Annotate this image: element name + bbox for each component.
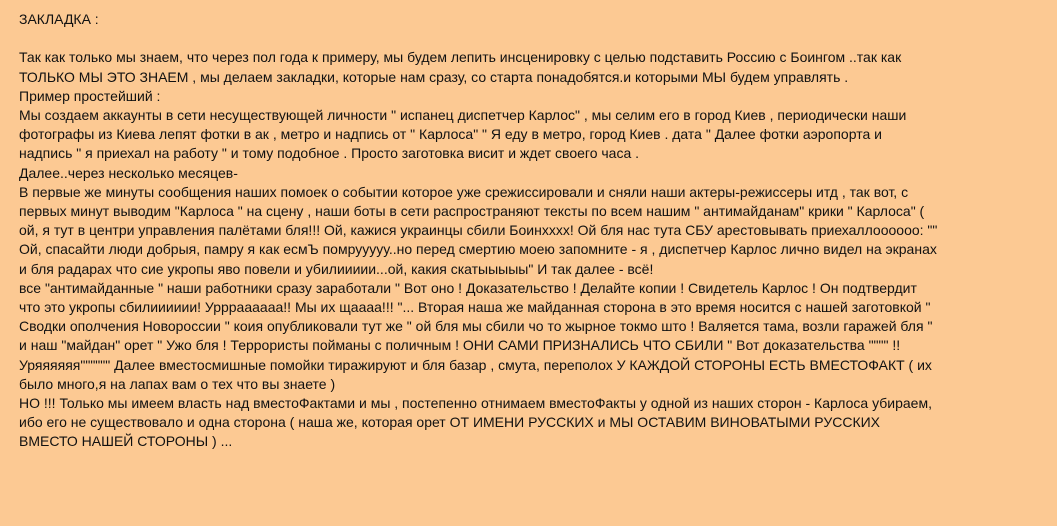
text-line: Уряяяяяя"""""" Далее вместосмишные помойки тиражируют и бля базар , смута, переполох У КАЖДОЙ СТОРОНЫ ЕСТЬ ВМЕСТОФАКТ ( их (19, 356, 932, 373)
text-line: первых минут выводим "Карлоса " на сцену , наши боты в сети распространяют тексты по всем нашим " антимайданам" крики " Карлоса" ( (19, 203, 925, 220)
text-line: Так как только мы знаем, что через пол года к примеру, мы будем лепить инсценировку с целью подставить Россию с Боингом ..так как (19, 49, 902, 66)
text-line: НО !!! Только мы имеем власть над вместоФактами и мы , постепенно отнимаем вместоФакты у одной из наших сторон - Карлоса убираем, (19, 395, 932, 412)
text-line: Мы создаем аккаунты в сети несуществующей личности " испанец диспетчер Карлос" , мы селим его в город Киев , периодически наши (19, 107, 907, 123)
text-line: было много,я на лапах вам о тех что вы знаете ) (19, 375, 336, 392)
text-line: надпись " я приехал на работу " и тому подобное . Просто заготовка висит и ждет своего часа . (19, 145, 640, 162)
text-line: все "антимайданные " наши работники сразу заработали " Вот оно ! Доказательство ! Делайте копии ! Свидетель Карлос ! Он подтвердит (19, 279, 917, 296)
text-line: ибо его не существовало и одна сторона ( наша же, которая орет ОТ ИМЕНИ РУССКИХ и МЫ ОСТАВИМ ВИНОВАТЫМИ РУССКИХ (19, 414, 880, 431)
text-line: Пример простейший : (19, 87, 161, 104)
text-line: Ой, спасайти люди добрыя, памру я как есмЪ помрууууу..но перед смертию моею запомните - я , диспетчер Карлос лично видел на экранах (19, 241, 937, 258)
text-line: В первые же минуты сообщения наших помоек о событии которое уже срежиссировали и сняли наши актеры-режиссеры итд , так вот, с (19, 183, 909, 200)
spacer (19, 29, 1045, 48)
text-line: и наш "майдан" орет " Ужо бля ! Террористы пойманы с поличным ! ОНИ САМИ ПРИЗНАЛИСЬ ЧТО СБИЛИ " Вот доказательства """" !! (19, 337, 901, 354)
document-body (19, 48, 1045, 451)
text-line: фотографы из Киева лепят фотки в ак , метро и надпись от " Карлоса" " Я еду в метро, город Киев . дата " Далее фотки аэропорта и (19, 126, 882, 143)
text-line: ой, я тут в центри управления палётами бля!!! Ой, кажися украинцы сбили Боинхххх! Ой бля нас тута СБУ арестовывать приехаллоооооо: "" (19, 222, 938, 239)
text-line: что это укропы сбилииииии! Уррраааааа!! Мы их щаааа!!! "... Вторая наша же майданная сторона в это время носится с нашей заготовкой " (19, 299, 931, 316)
text-line: Сводки ополчения Новороссии " коия опубликовали тут же " ой бля мы сбили чо то жырное токмо што ! Валяется тама, возли гаражей бля " (19, 318, 933, 335)
text-line: ТОЛЬКО МЫ ЭТО ЗНАЕМ , мы делаем закладки, которые нам сразу, со старта понадобятся.и которыми МЫ будем управлять . (19, 68, 849, 85)
text-line: ВМЕСТО НАШЕЙ СТОРОНЫ ) ... (19, 433, 233, 450)
text-line: и бля радарах что сие укропы яво повели и убилиииии...ой, какия скатыыыыы" И так далее - всё! (19, 260, 654, 277)
document-title: ЗАКЛАДКА : (19, 11, 99, 27)
text-line: Далее..через несколько месяцев- (19, 164, 238, 181)
